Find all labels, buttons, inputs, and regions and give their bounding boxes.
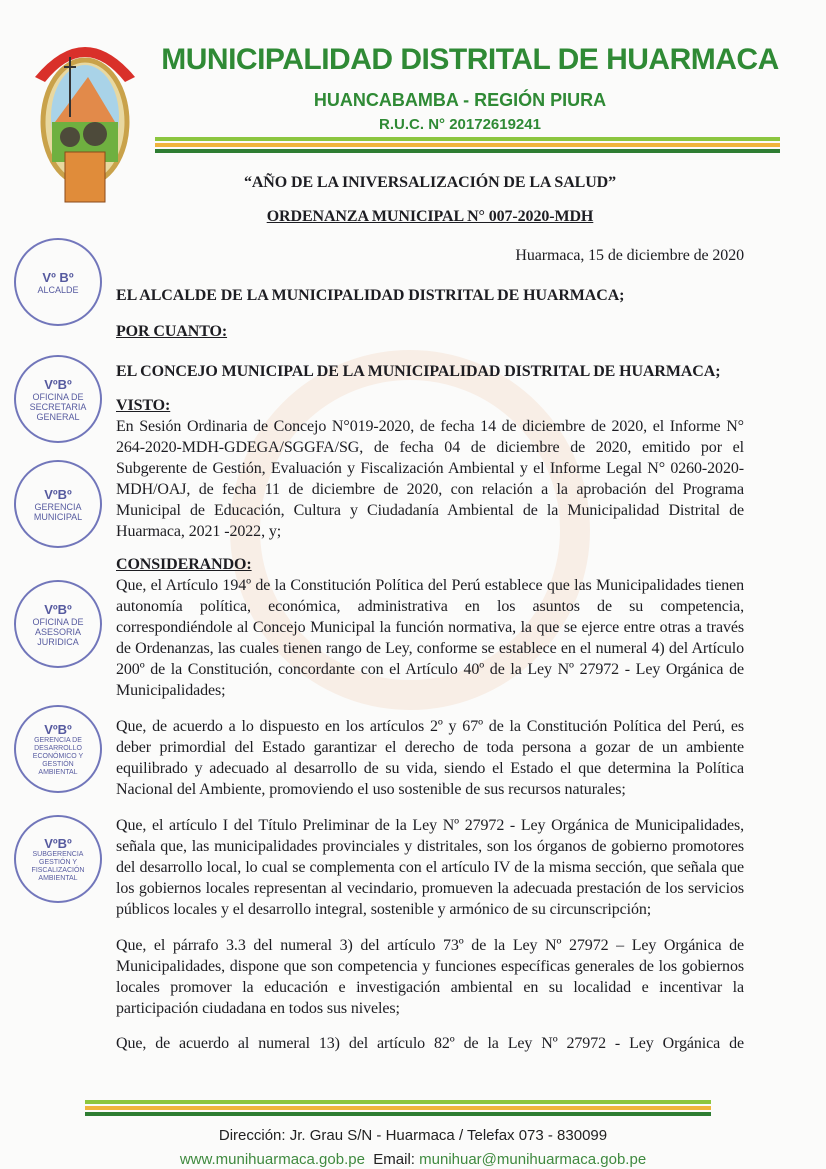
institution-name: MUNICIPALIDAD DISTRITAL DE HUARMACA (161, 43, 779, 76)
approval-stamp-desarrollo: VºBº GERENCIA DE DESARROLLO ECONÓMICO Y GESTIÓN AMBIENTAL (14, 705, 102, 793)
ruc-number: R.U.C. N° 20172619241 (379, 116, 541, 133)
approval-stamp-alcalde: Vº Bº ALCALDE (14, 238, 102, 326)
considerando-paragraph-4: Que, el párrafo 3.3 del numeral 3) del artículo 73º de la Ley Nº 27972 – Ley Orgánica de Municipalidades, dispone que son competencia y funciones específicas generales de los gobiernos locales promover la educación e investigación ambiental en su localidad e incentivar la participación ciudadana en todos sus niveles; (116, 937, 744, 1017)
website-link[interactable]: www.munihuarmaca.gob.pe (179, 1151, 365, 1168)
region-subtitle: HUANCABAMBA - REGIÓN PIURA (313, 90, 607, 110)
visto-paragraph: En Sesión Ordinaria de Concejo N°019-2020, de fecha 14 de diciembre de 2020, el Informe N° 264-2020-MDH-GDEGA/SGGFA/SG, de fecha 04 de diciembre de 2020, emitido por el Subgerente de Gestión, Evaluación y Fiscalización Ambiental y el Informe Legal N° 0260-2020-MDH/OAJ, de fecha 11 de diciembre de 2020, con relación a la aprobación del Programa Municipal de Educación, Cultura y Ciudadanía Ambiental de la Municipalidad Distrital de Huarmaca, 2021 -2022, y; (116, 418, 744, 540)
footer-stripe-dark-green (85, 1112, 711, 1116)
approval-stamp-asesoria: VºBº OFICINA DE ASESORIA JURIDICA (14, 580, 102, 668)
approval-stamp-subgerencia: VºBº SUBGERENCIA GESTIÓN Y FISCALIZACIÓN AMBIENTAL (14, 815, 102, 903)
approval-stamp-gerencia: VºBº GERENCIA MUNICIPAL (14, 460, 102, 548)
considerando-paragraph-3: Que, el artículo I del Título Preliminar de la Ley Nº 27972 - Ley Orgánica de Municipalidades, señala que, las municipalidades provinciales y distritales, son los órganos de gobierno promotores del desarrollo local, lo cual se complementa con el artículo IV de la misma sección, que señala que los gobiernos locales representan al vecindario, promueven la adecuada prestación de los servicios públicos locales y el desarrollo integral, sostenible y armónico de su circunscripción; (116, 817, 744, 918)
por-cuanto-heading: POR CUANTO: (116, 323, 228, 340)
considerando-paragraph-2: Que, de acuerdo a lo dispuesto en los artículos 2º y 67º de la Constitución Política del Perú, es deber primordial del Estado garantizar el derecho de toda persona a gozar de un ambiente equilibrado y adecuado al desarrollo de su vida, siendo el Estado el que determina la Política Nacional del Ambiente, promoviendo el uso sostenible de sus recursos naturales; (116, 718, 744, 798)
year-motto: “AÑO DE LA INIVERSALIZACIÓN DE LA SALUD” (243, 174, 617, 191)
header-stripe-orange (155, 143, 780, 147)
footer-contact (0, 1151, 826, 1169)
footer-stripe-orange (85, 1106, 711, 1110)
visto-heading: VISTO: (116, 397, 171, 414)
ordinance-title: ORDENANZA MUNICIPAL N° 007-2020-MDH (266, 208, 594, 225)
considerando-paragraph-1: Que, el Artículo 194º de la Constitución Política del Perú establece que las Municipalidades tienen autonomía política, económica, administrativa en los asuntos de su competencia, correspondiéndole al Concejo Municipal la función normativa, la que se ejerce entre otras a través de Ordenanzas, las cuales tienen rango de Ley, conforme se establece en el numeral 4) del Artículo 200º de la Constitución, concordante con el Artículo 40º de la Ley Nº 27972 - Ley Orgánica de Municipalidades; (116, 577, 744, 699)
concejo-heading: EL CONCEJO MUNICIPAL DE LA MUNICIPALIDAD DISTRITAL DE HUARMACA; (116, 363, 721, 380)
approval-stamp-secretaria: VºBº OFICINA DE SECRETARIA GENERAL (14, 355, 102, 443)
place-date: Huarmaca, 15 de diciembre de 2020 (515, 247, 744, 264)
footer-address: Dirección: Jr. Grau S/N - Huarmaca / Telefax 073 - 830099 (218, 1127, 608, 1144)
email-link[interactable]: munihuar@munihuarmaca.gob.pe (419, 1151, 647, 1168)
considerando-heading: CONSIDERANDO: (116, 556, 252, 573)
email-label: Email: (373, 1151, 415, 1168)
header-stripe-light-green (155, 137, 780, 141)
issuer-heading: EL ALCALDE DE LA MUNICIPALIDAD DISTRITAL DE HUARMACA; (116, 287, 625, 304)
footer-stripe-light-green (85, 1100, 711, 1104)
document-body (116, 172, 744, 1054)
header-stripe-dark-green (155, 149, 780, 153)
considerando-paragraph-5: Que, de acuerdo al numeral 13) del artículo 82º de la Ley Nº 27972 - Ley Orgánica de (116, 1035, 744, 1052)
